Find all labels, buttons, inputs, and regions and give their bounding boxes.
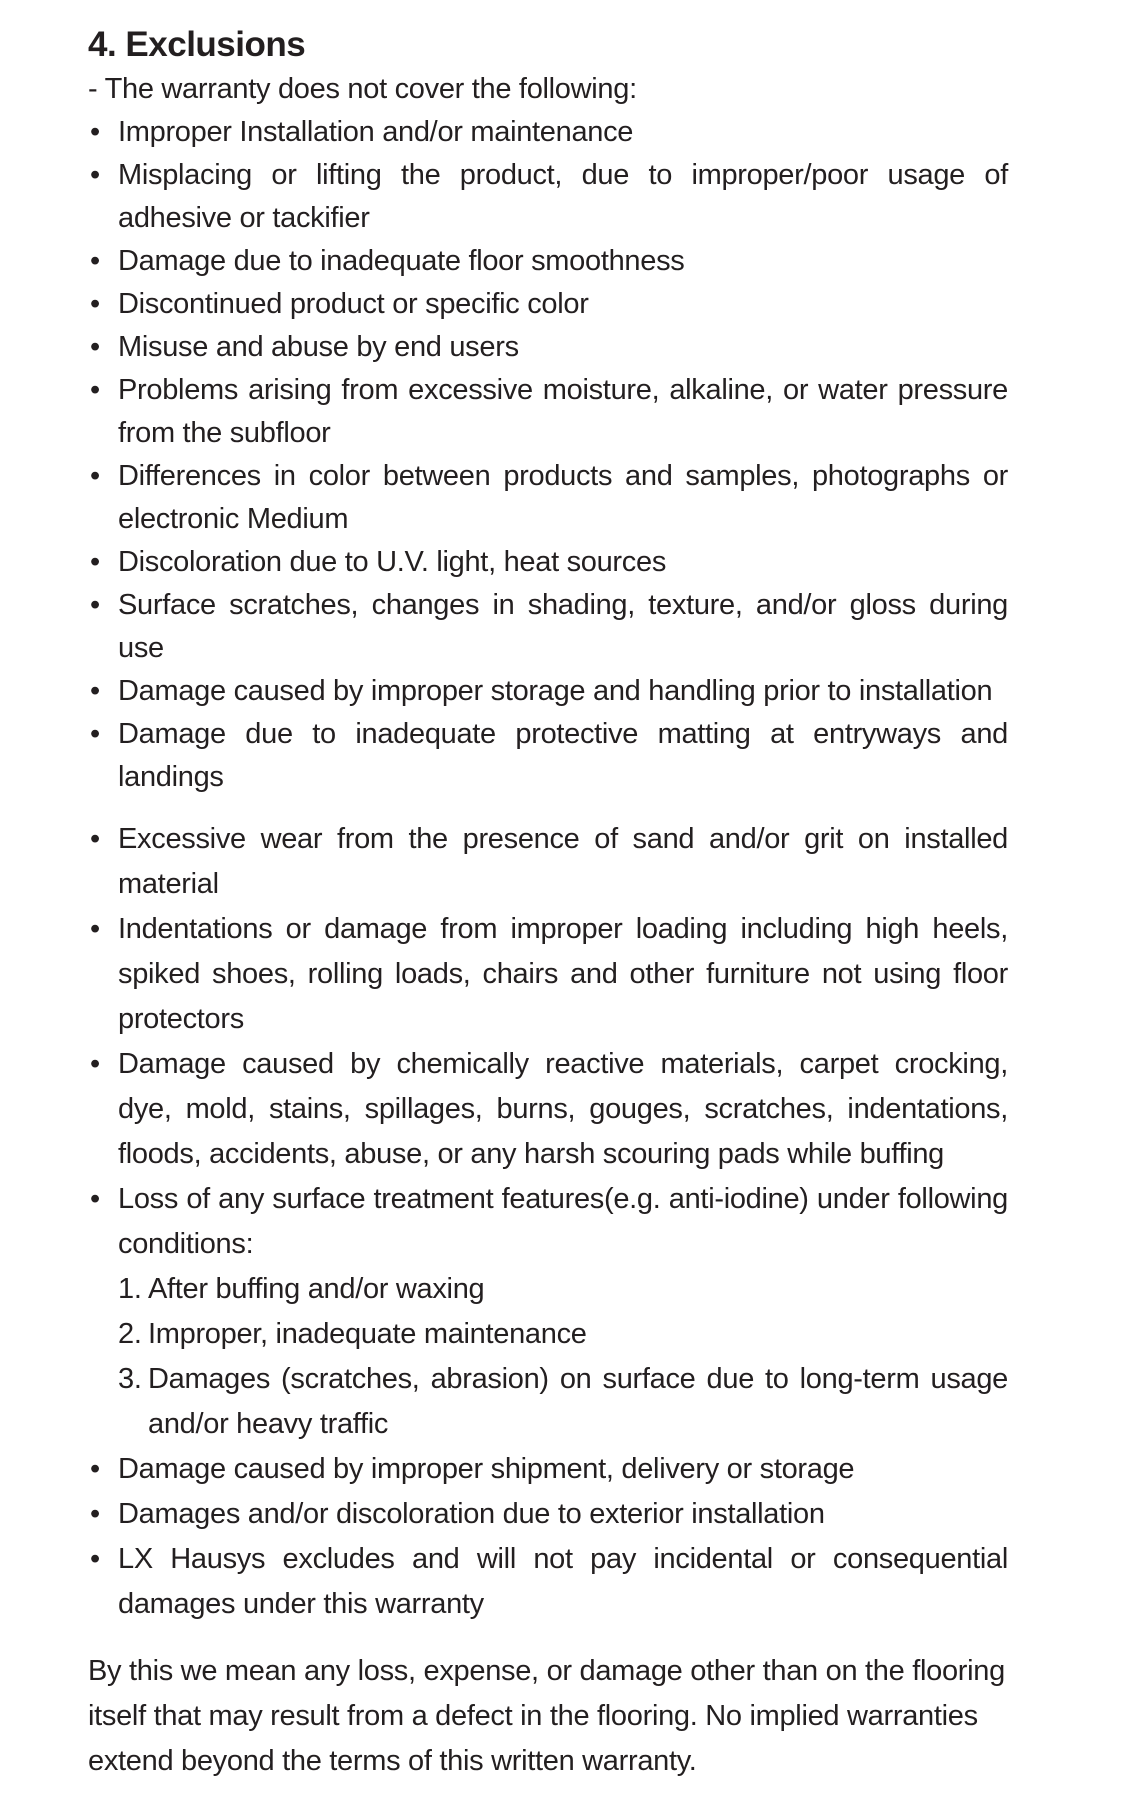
list-item — [88, 455, 1008, 541]
list-item-text: Excessive wear from the presence of sand and/or grit on installed material — [118, 823, 1008, 900]
condition-text: Damages (scratches, abrasion) on surface due to long-term usage and/or heavy traffic — [148, 1363, 1008, 1440]
condition-number: 2. — [118, 1318, 142, 1350]
list-item — [88, 369, 1008, 455]
list-item — [88, 283, 1008, 326]
bullet-icon: • — [90, 675, 100, 707]
list-item — [88, 817, 1008, 907]
bullet-icon: • — [90, 331, 100, 363]
list-item-text: LX Hausys excludes and will not pay incidental or consequential damages under this warranty — [118, 1543, 1008, 1620]
exclusion-list-1 — [88, 111, 1008, 799]
condition-number: 3. — [118, 1363, 142, 1395]
closing-paragraph: By this we mean any loss, expense, or damage other than on the flooring itself that may result from a defect in the flooring. No implied warranties extend beyond the terms of this written warranty. — [88, 1655, 1005, 1777]
list-item-text: Damage due to inadequate floor smoothness — [118, 245, 685, 277]
list-item-text: Damage caused by improper storage and handling prior to installation — [118, 675, 993, 707]
bullet-icon: • — [90, 1498, 100, 1530]
list-item — [88, 541, 1008, 584]
list-item-text: Damage caused by improper shipment, delivery or storage — [118, 1453, 855, 1485]
bullet-icon: • — [90, 718, 100, 750]
bullet-icon: • — [90, 1048, 100, 1080]
exclusions-section — [88, 22, 1008, 1784]
bullet-icon: • — [90, 546, 100, 578]
list-item-text: Problems arising from excessive moisture, alkaline, or water pressure from the subfloor — [118, 374, 1008, 449]
list-item — [88, 584, 1008, 670]
bullet-icon: • — [90, 245, 100, 277]
list-item — [88, 670, 1008, 713]
list-item-text: Indentations or damage from improper loading including high heels, spiked shoes, rolling loads, chairs and other furniture not using floor protectors — [118, 913, 1008, 1035]
bullet-icon: • — [90, 1453, 100, 1485]
list-item — [88, 326, 1008, 369]
bullet-icon: • — [90, 913, 100, 945]
list-item — [88, 1537, 1008, 1627]
list-item-text: Discoloration due to U.V. light, heat sources — [118, 546, 667, 578]
bullet-icon: • — [90, 159, 100, 191]
list-item — [88, 1042, 1008, 1177]
list-item-text: Differences in color between products and samples, photographs or electronic Medium — [118, 460, 1008, 535]
condition-text: Improper, inadequate maintenance — [148, 1318, 587, 1350]
bullet-icon: • — [90, 374, 100, 406]
bullet-icon: • — [90, 1183, 100, 1215]
exclusion-list-2 — [88, 817, 1008, 1627]
list-item-text: Damage due to inadequate protective matting at entryways and landings — [118, 718, 1008, 793]
list-item — [88, 713, 1008, 799]
list-item — [88, 154, 1008, 240]
conditions-list — [118, 1267, 1008, 1447]
list-item-text: Improper Installation and/or maintenance — [118, 116, 634, 148]
bullet-icon: • — [90, 460, 100, 492]
condition-item — [118, 1267, 1008, 1312]
list-item — [88, 1492, 1008, 1537]
bullet-icon: • — [90, 116, 100, 148]
list-item-text: Misuse and abuse by end users — [118, 331, 519, 363]
bullet-icon: • — [90, 1543, 100, 1575]
condition-item — [118, 1312, 1008, 1357]
list-item-text: Damages and/or discoloration due to exterior installation — [118, 1498, 825, 1530]
bullet-icon: • — [90, 823, 100, 855]
section-title: 4. Exclusions — [88, 25, 306, 64]
list-item — [88, 1177, 1008, 1447]
list-item-text: Loss of any surface treatment features(e.g. anti-iodine) under following conditions: — [118, 1183, 1008, 1260]
list-item-text: Discontinued product or specific color — [118, 288, 589, 320]
list-item — [88, 240, 1008, 283]
list-item-text: Misplacing or lifting the product, due to improper/poor usage of adhesive or tackifier — [118, 159, 1008, 234]
list-item — [88, 907, 1008, 1042]
section-intro: - The warranty does not cover the following: — [88, 73, 637, 105]
list-item-text: Damage caused by chemically reactive materials, carpet crocking, dye, mold, stains, spillages, burns, gouges, scratches, indentations, floods, accidents, abuse, or any harsh scouring pads while buffing — [118, 1048, 1008, 1170]
condition-text: After buffing and/or waxing — [148, 1273, 485, 1305]
bullet-icon: • — [90, 589, 100, 621]
list-item — [88, 1447, 1008, 1492]
condition-item — [118, 1357, 1008, 1447]
condition-number: 1. — [118, 1273, 142, 1305]
list-item-text: Surface scratches, changes in shading, texture, and/or gloss during use — [118, 589, 1008, 664]
bullet-icon: • — [90, 288, 100, 320]
list-item — [88, 111, 1008, 154]
